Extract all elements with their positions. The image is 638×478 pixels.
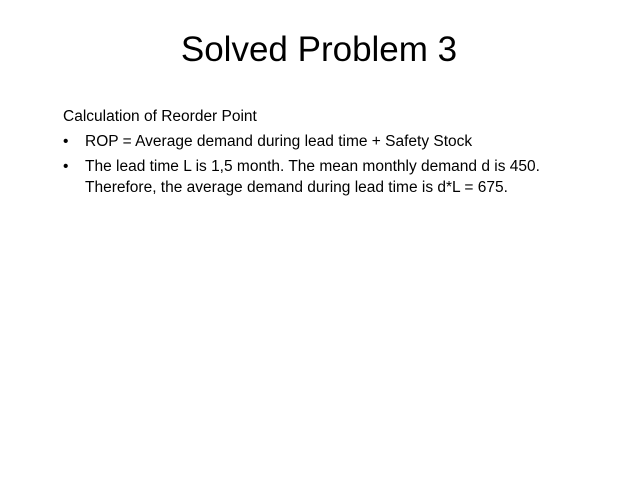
- intro-text: Calculation of Reorder Point: [63, 108, 257, 125]
- bullet-item-rop: [63, 131, 603, 152]
- bullet-dot-icon: •: [63, 158, 69, 175]
- bullet-text: ROP = Average demand during lead time + Safety Stock: [85, 133, 473, 150]
- slide-body: [63, 106, 603, 202]
- bullet-text: The lead time L is 1,5 month. The mean monthly demand d is 450. Therefore, the average demand during lead time is d*L = 675.: [85, 158, 540, 196]
- bullet-dot-icon: •: [63, 133, 69, 150]
- bullet-item-lead-time: [63, 156, 603, 198]
- slide-title: Solved Problem 3: [180, 30, 458, 69]
- bullet-list: [63, 131, 603, 198]
